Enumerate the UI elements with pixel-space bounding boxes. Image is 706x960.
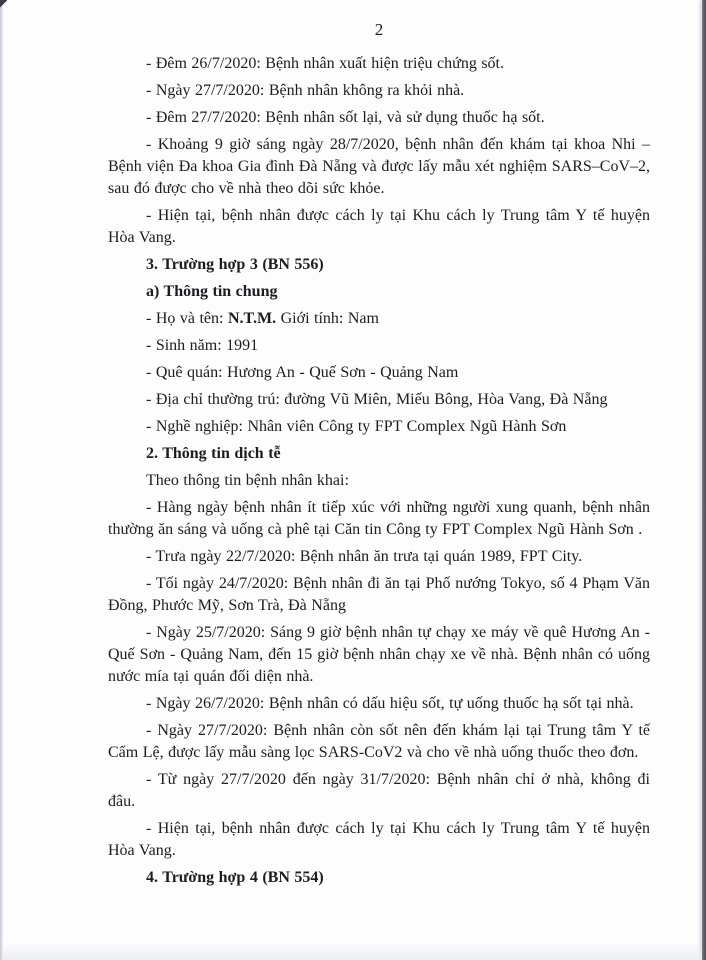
text-run: - Nghề nghiệp: Nhân viên Công ty FPT Complex Ngũ Hành Sơn (146, 418, 567, 435)
section-heading (108, 443, 650, 465)
text-run: - Đêm 26/7/2020: Bệnh nhân xuất hiện triệu chứng sốt. (146, 55, 504, 72)
text-run: - Hiện tại, bệnh nhân được cách ly tại Khu cách ly Trung tâm Y tế huyện Hòa Vang. (108, 820, 650, 859)
document-content (108, 20, 650, 894)
text-run: Giới tính: Nam (276, 310, 379, 327)
section-heading (108, 867, 650, 889)
text-run: - Đêm 27/7/2020: Bệnh nhân sốt lại, và sử dụng thuốc hạ sốt. (146, 109, 545, 126)
paragraph (108, 335, 650, 357)
paragraph (108, 769, 650, 813)
text-run: - Sinh năm: 1991 (146, 337, 259, 354)
text-run: 2. Thông tin dịch tễ (146, 445, 281, 462)
text-run: - Tối ngày 24/7/2020: Bệnh nhân đi ăn tại Phố nướng Tokyo, số 4 Phạm Văn Đồng, Phước Mỹ, Sơn Trà, Đà Nẵng (108, 575, 650, 614)
paragraph (108, 720, 650, 764)
text-run: - Quê quán: Hương An - Quế Sơn - Quảng Nam (146, 364, 459, 381)
text-run: - Ngày 25/7/2020: Sáng 9 giờ bệnh nhân tự chạy xe máy về quê Hương An - Quế Sơn - Quảng Nam, đến 15 giờ bệnh nhân chạy xe về nhà. Bệnh nhân có uống nước mía tại quán đối diện nhà. (108, 624, 650, 685)
paragraph (108, 470, 650, 492)
text-run: - Khoảng 9 giờ sáng ngày 28/7/2020, bệnh nhân đến khám tại khoa Nhi – Bệnh viện Đa khoa Gia đình Đà Nẵng và được lấy mẫu xét nghiệm SARS–CoV–2, sau đó được cho về nhà theo dõi sức khỏe. (108, 136, 650, 197)
paragraph (108, 308, 650, 330)
section-heading (108, 254, 650, 276)
document-body (108, 53, 650, 889)
paragraph (108, 134, 650, 200)
paragraph (108, 80, 650, 102)
paragraph (108, 205, 650, 249)
text-run: - Hiện tại, bệnh nhân được cách ly tại Khu cách ly Trung tâm Y tế huyện Hòa Vang. (108, 207, 650, 246)
text-run: - Trưa ngày 22/7/2020: Bệnh nhân ăn trưa tại quán 1989, FPT City. (146, 548, 583, 565)
text-run: 4. Trường hợp 4 (BN 554) (146, 869, 324, 886)
paragraph (108, 546, 650, 568)
scan-shade-bottom (3, 942, 702, 960)
paragraph (108, 416, 650, 438)
text-run: - Ngày 26/7/2020: Bệnh nhân có dấu hiệu sốt, tự uống thuốc hạ sốt tại nhà. (146, 695, 634, 712)
text-run: - Địa chỉ thường trú: đường Vũ Miên, Miếu Bông, Hòa Vang, Đà Nẵng (146, 391, 608, 408)
paragraph (108, 818, 650, 862)
paragraph (108, 389, 650, 411)
paragraph (108, 107, 650, 129)
paragraph (108, 497, 650, 541)
page-number: 2 (374, 20, 384, 39)
scan-artifact-top-left (0, 0, 7, 9)
text-run: - Hàng ngày bệnh nhân ít tiếp xúc với những người xung quanh, bệnh nhân thường ăn sáng và uống cà phê tại Căn tin Công ty FPT Complex Ngũ Hành Sơn . (108, 499, 650, 538)
paragraph (108, 693, 650, 715)
paragraph (108, 362, 650, 384)
section-heading (108, 281, 650, 303)
text-run: - Họ và tên: (146, 310, 228, 327)
paragraph (108, 53, 650, 75)
text-run: a) Thông tin chung (146, 283, 278, 300)
paragraph (108, 573, 650, 617)
text-run: - Từ ngày 27/7/2020 đến ngày 31/7/2020: Bệnh nhân chỉ ở nhà, không đi đâu. (108, 771, 650, 810)
paragraph (108, 622, 650, 688)
text-run: - Ngày 27/7/2020: Bệnh nhân còn sốt nên đến khám lại tại Trung tâm Y tế Cẩm Lệ, được lấy mẫu sàng lọc SARS-CoV2 và cho về nhà uống thuốc theo đơn. (108, 722, 650, 761)
text-run: Theo thông tin bệnh nhân khai: (146, 472, 349, 489)
scan-edge-left (0, 0, 3, 960)
bold-text: N.T.M. (227, 310, 277, 327)
text-run: 3. Trường hợp 3 (BN 556) (146, 256, 324, 273)
text-run: - Ngày 27/7/2020: Bệnh nhân không ra khỏi nhà. (146, 82, 465, 99)
scan-edge-right (702, 0, 706, 960)
